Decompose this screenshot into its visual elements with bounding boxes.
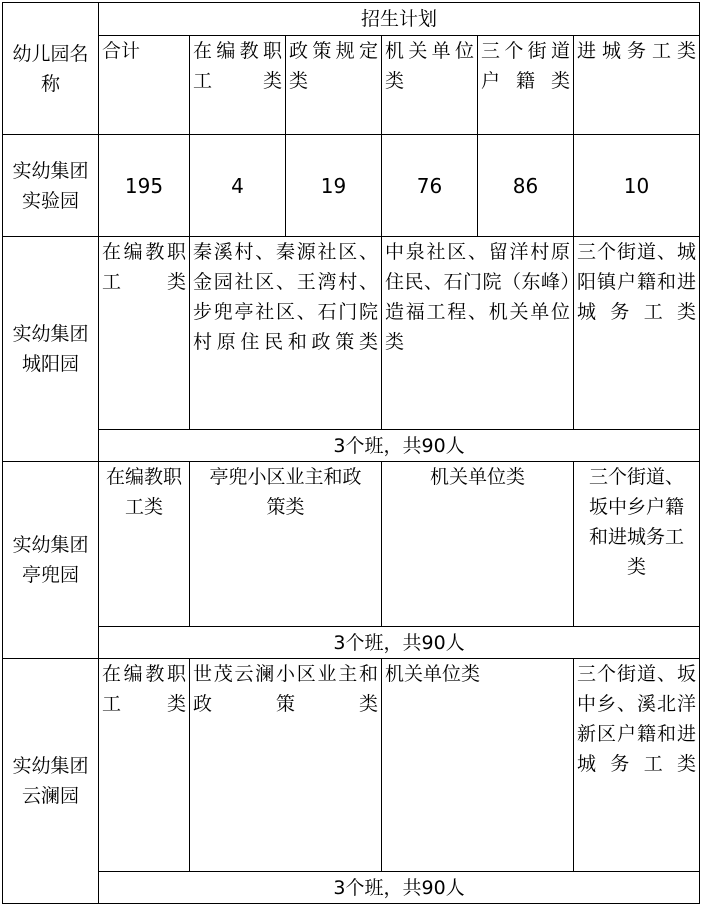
- yunlan-residency-migrant: 三个街道、坂中乡、溪北洋新区户籍和进城务工类: [574, 659, 700, 872]
- experimental-policy: 19: [286, 135, 382, 237]
- row-tingdou-name: 实幼集团亭兜园: [3, 462, 99, 659]
- tingdou-institution: 机关单位类: [382, 462, 574, 627]
- chengyang-staff: 在编教职工类: [99, 237, 190, 430]
- yunlan-institution: 机关单位类: [382, 659, 574, 872]
- row-experimental-name: 实幼集团实验园: [3, 135, 99, 237]
- yunlan-policy: 世茂云澜小区业主和政策类: [190, 659, 382, 872]
- header-col-residency: 三个街道户籍类: [478, 36, 574, 135]
- experimental-residency: 86: [478, 135, 574, 237]
- header-col-staff: 在编教职工类: [190, 36, 286, 135]
- yunlan-staff: 在编教职工类: [99, 659, 190, 872]
- experimental-staff: 4: [190, 135, 286, 237]
- experimental-institution: 76: [382, 135, 478, 237]
- header-col-migrant: 进城务工类: [574, 36, 700, 135]
- tingdou-policy: 亭兜小区业主和政策类: [190, 462, 382, 627]
- yunlan-summary: 3个班，共90人: [99, 872, 700, 904]
- chengyang-policy: 秦溪村、秦源社区、金园社区、王湾村、步兜亭社区、石门院村原住民和政策类: [190, 237, 382, 430]
- header-col-policy: 政策规定类: [286, 36, 382, 135]
- header-col-total: 合计: [99, 36, 190, 135]
- experimental-migrant: 10: [574, 135, 700, 237]
- row-yunlan-name: 实幼集团云澜园: [3, 659, 99, 904]
- header-plan-title: 招生计划: [99, 3, 700, 36]
- enrollment-plan-table: [2, 2, 700, 904]
- tingdou-residency-migrant: 三个街道、坂中乡户籍和进城务工类: [574, 462, 700, 627]
- chengyang-residency-migrant: 三个街道、城阳镇户籍和进城务工类: [574, 237, 700, 430]
- chengyang-summary: 3个班，共90人: [99, 430, 700, 462]
- header-col-institution: 机关单位类: [382, 36, 478, 135]
- chengyang-institution: 中泉社区、留洋村原住民、石门院（东峰）造福工程、机关单位类: [382, 237, 574, 430]
- tingdou-staff: 在编教职工类: [99, 462, 190, 627]
- header-kindergarten-name: 幼儿园名称: [3, 3, 99, 135]
- row-chengyang-name: 实幼集团城阳园: [3, 237, 99, 462]
- tingdou-summary: 3个班，共90人: [99, 627, 700, 659]
- experimental-total: 195: [99, 135, 190, 237]
